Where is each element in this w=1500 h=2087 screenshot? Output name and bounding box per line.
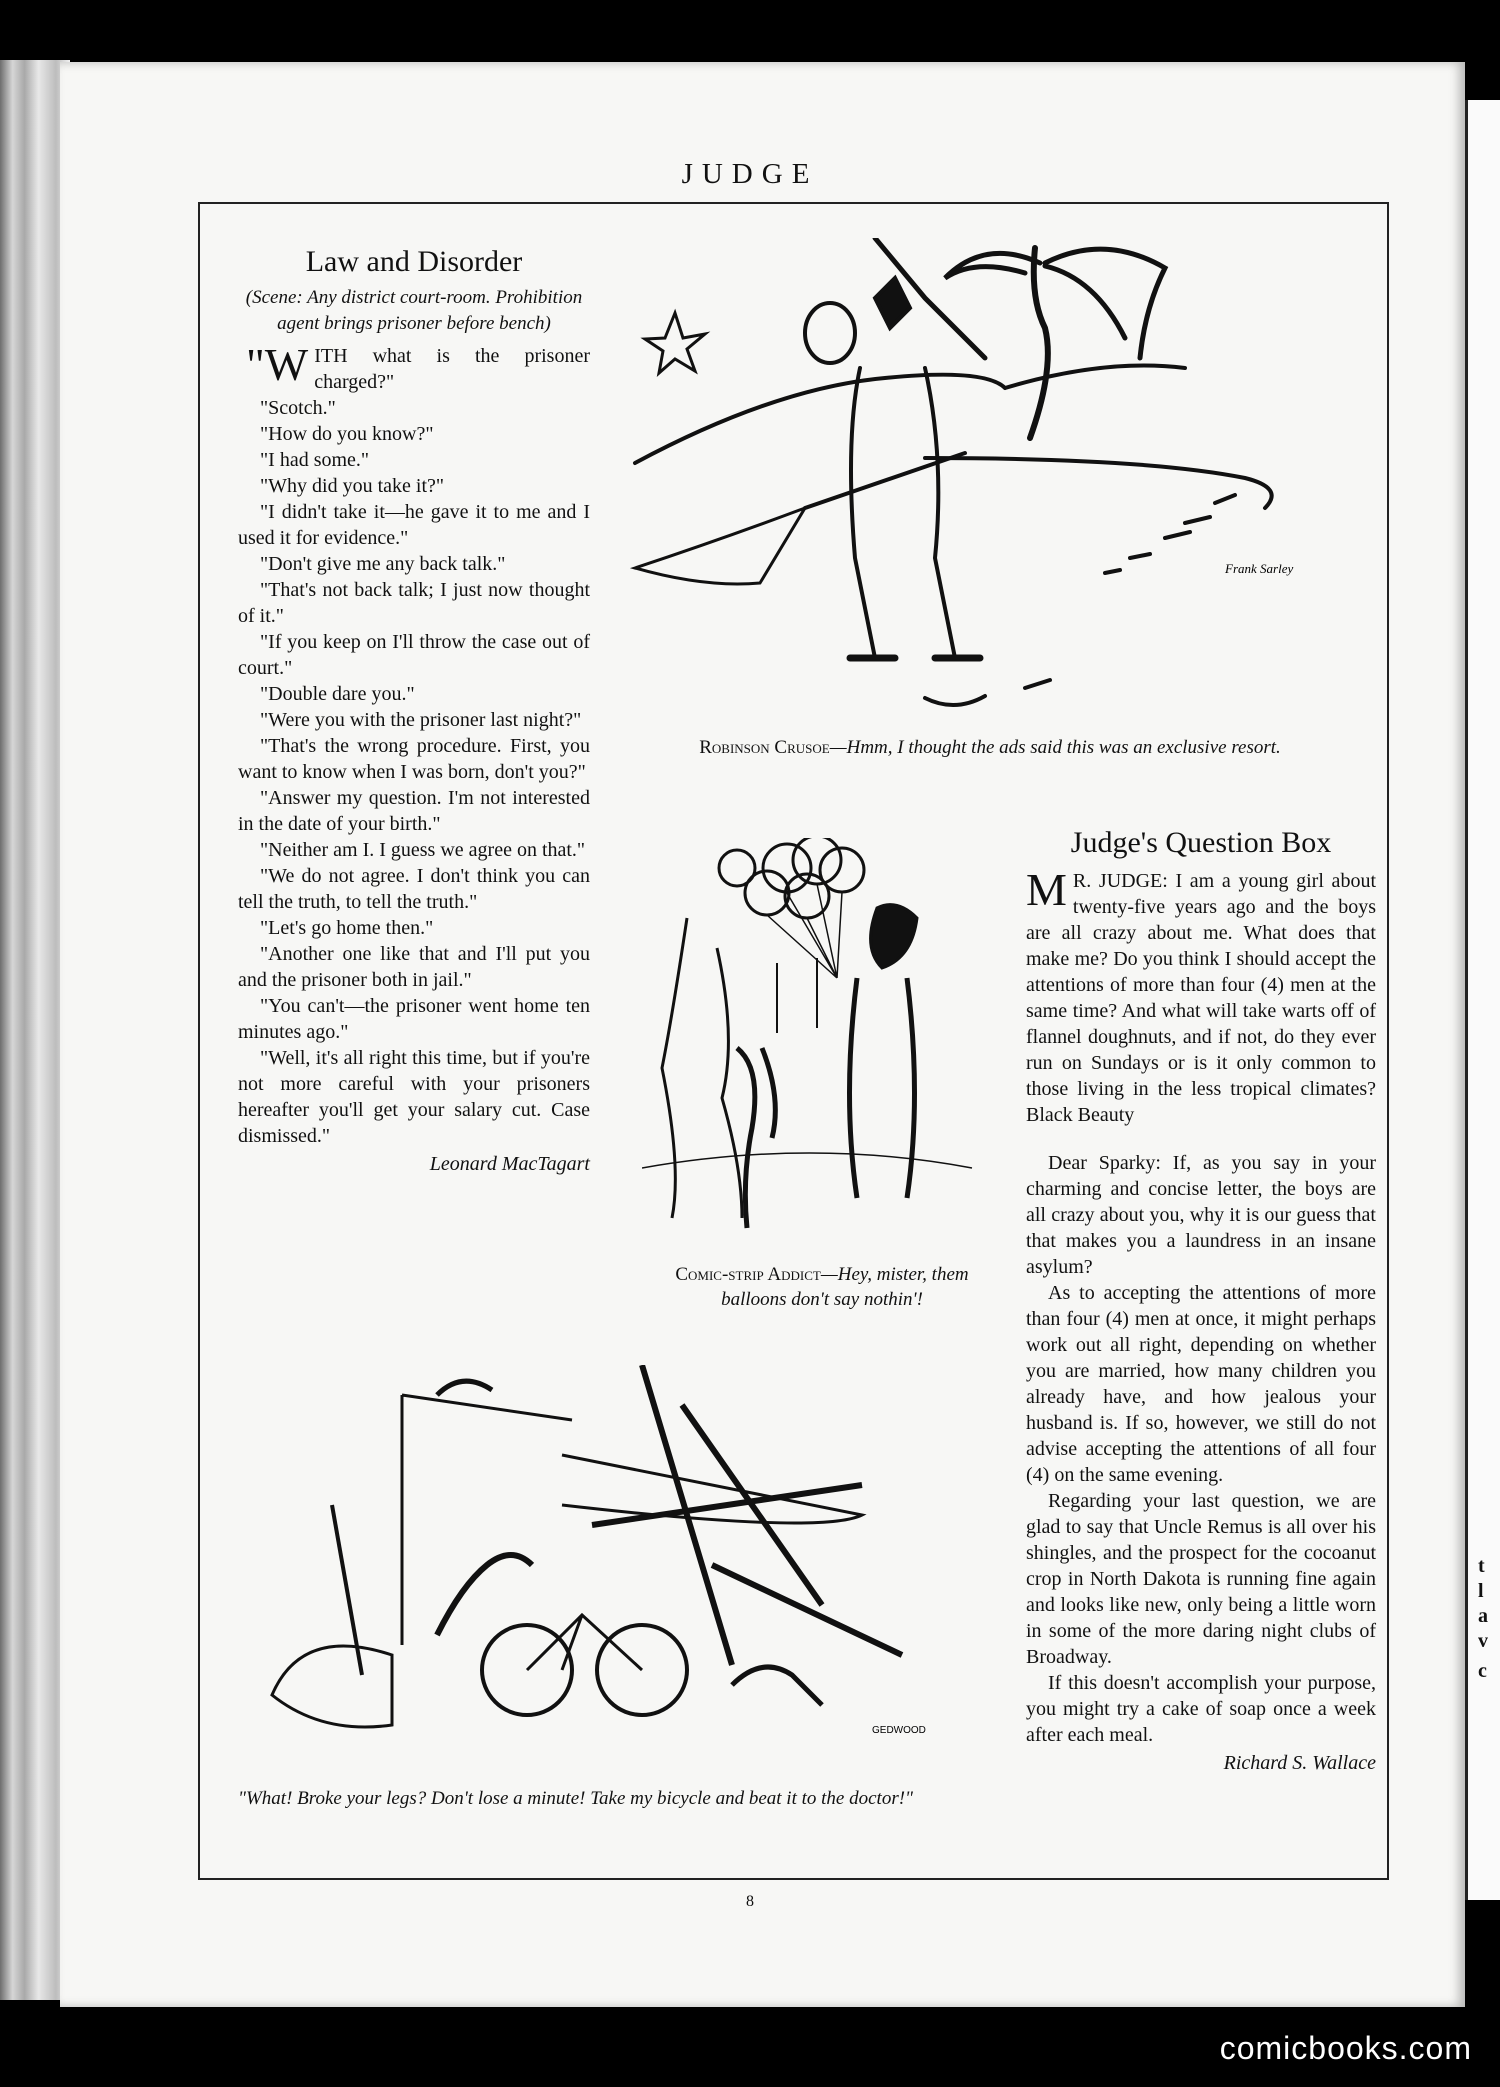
dirt-pile (272, 1646, 392, 1727)
reply-paragraph: As to accepting the attentions of more than four (4) men at once, it might perhaps work out all right, depending on whether you are married, how many children you already have, and how jealous your husband is. If so, however, we still do not advise accepting the attentions of all four (4) on the same evening. (1026, 1282, 1376, 1486)
article-author: Richard S. Wallace (1223, 1752, 1376, 1774)
policeman-figure (437, 1555, 532, 1635)
dialogue-line: "Neither am I. I guess we agree on that." (260, 839, 586, 861)
letter-salutation: R. JUDGE: (1072, 870, 1168, 892)
drop-cap: "W (246, 339, 309, 390)
reply-paragraph: Dear Sparky: If, as you say in your charming and concise letter, the boys are all crazy about you, why it is our guess that that makes you a laundress in an insane asylum? (1026, 1152, 1376, 1278)
dialogue-line: "Scotch." (260, 397, 336, 419)
bicycle-frame (527, 1615, 642, 1670)
reply-paragraph: Regarding your last question, we are glad to say that Uncle Remus is all over his shingles, and the prospect for the cocoanut crop in North Dakota is running fine again and looks like new, only being a little worn in some of the more daring night clubs of Broadway. (1026, 1490, 1376, 1668)
crusoe-figure (851, 368, 955, 658)
dialogue-line: "If you keep on I'll throw the case out of court." (238, 631, 590, 679)
scene-intro: (Scene: Any district court-room. Prohibition agent brings prisoner before bench) (245, 287, 583, 334)
masthead: JUDGE (681, 158, 819, 190)
reader-letter (1026, 864, 1376, 1128)
caption-text: —Hmm, I thought the ads said this was an exclusive resort. (829, 737, 1281, 758)
bearded-man-head (871, 905, 917, 968)
footprints (1105, 495, 1235, 573)
artist-signature: Frank Sarley (1225, 561, 1294, 576)
palm-trunk (1030, 248, 1048, 438)
next-page-fragment: l (1478, 1580, 1484, 1602)
dialogue-line: "You can't—the prisoner went home ten minutes ago." (238, 995, 590, 1043)
umbrella (635, 508, 805, 584)
shovel (332, 1505, 362, 1675)
palm-fronds (945, 249, 1165, 358)
caption-text: —Hey, mister, them balloons don't say nothin'! (721, 1264, 969, 1310)
dialogue-line: "We do not agree. I don't think you can tell the truth, to tell the truth." (238, 865, 590, 913)
balloons-caption (652, 1262, 992, 1312)
fallen-man (732, 1667, 822, 1705)
article-first-paragraph: "W ITH what is the prisoner charged?" (246, 339, 590, 393)
dialogue-line: "Why did you take it?" (260, 475, 445, 497)
dialogue-lines (238, 395, 590, 1149)
dialogue-line: "Let's go home then." (260, 917, 434, 939)
bearded-man-figure (850, 978, 915, 1198)
dialogue-line: "That's the wrong procedure. First, you want to know when I was born, don't you?" (238, 735, 590, 783)
bicycle-caption (238, 1786, 998, 1811)
caption-speaker: Robinson Crusoe (699, 737, 830, 758)
sand-dune-line (635, 375, 1005, 463)
drop-cap: M (1026, 864, 1067, 915)
spacer (1026, 1128, 1376, 1150)
balloon (719, 850, 755, 886)
bicycle-cartoon (262, 1365, 982, 1785)
next-page-fragment: v (1478, 1630, 1488, 1652)
dialogue-line: "That's not back talk; I just now thought of it." (238, 579, 590, 627)
tall-hat (875, 278, 910, 328)
wall (402, 1395, 572, 1645)
shore-marks (925, 680, 1050, 705)
law-and-disorder-article (238, 245, 590, 1177)
dialogue-line: "Answer my question. I'm not interested in the date of your birth." (238, 787, 590, 835)
dialogue-line: "Well, it's all right this time, but if you're not more careful with your prisoners hereafter you'll get your salary cut. Case dismissed." (238, 1047, 590, 1147)
man-over-wall (437, 1381, 492, 1395)
caption-text: "What! Broke your legs? Don't lose a minute! Take my bicycle and beat it to the doctor!" (238, 1788, 914, 1809)
dialogue-line: "Another one like that and I'll put you and the prisoner both in jail." (238, 943, 590, 991)
site-watermark: comicbooks.com (1219, 2030, 1472, 2066)
article-title: Law and Disorder (305, 245, 523, 278)
woman-figure (662, 918, 742, 1218)
dialogue-line: "I didn't take it—he gave it to me and I used it for evidence." (238, 501, 590, 549)
article-author: Leonard MacTagart (429, 1153, 590, 1175)
caption-speaker: Comic-strip Addict (675, 1264, 821, 1285)
letter-body: I am a young girl about twenty-five years ago and the boys are all crazy about me. What does that make me? Do you think I should accept the attentions of more than four (4) men at the same time? And what will take warts off of flannel doughnuts, and if not, do they ever run on Sundays or is it only common to those living in the less tropical climates? Black Beauty (1026, 870, 1376, 1126)
reply-paragraphs (1026, 1150, 1376, 1748)
dialogue-line: "I had some." (260, 449, 370, 471)
next-page-fragment: c (1478, 1660, 1487, 1682)
cane (805, 453, 965, 508)
reply-paragraph: If this doesn't accomplish your purpose, you might try a cake of soap once a week after each meal. (1026, 1672, 1376, 1746)
next-page-fragment: a (1478, 1605, 1488, 1627)
page-number: 8 (746, 1893, 754, 1910)
artist-signature: GEDWOOD (872, 1725, 926, 1736)
next-page-edge (1465, 100, 1500, 1900)
balloons-cartoon (642, 838, 982, 1238)
sand-dune-line (1005, 366, 1185, 389)
dialogue-line: "Don't give me any back talk." (260, 553, 506, 575)
background-figures (777, 958, 817, 1033)
robinson-crusoe-cartoon (625, 238, 1315, 718)
starfish (645, 313, 705, 373)
dialogue-line: "How do you know?" (260, 423, 434, 445)
bundle (805, 303, 855, 363)
crusoe-caption (690, 735, 1290, 760)
dialogue-line: "Double dare you." (260, 683, 415, 705)
question-box-article (1026, 826, 1376, 1776)
ground-line (642, 1153, 972, 1168)
next-page-fragment: t (1478, 1555, 1485, 1577)
article-title: Judge's Question Box (1070, 826, 1332, 859)
dialogue-line: "Were you with the prisoner last night?" (260, 709, 582, 731)
balloon-strings (767, 884, 842, 978)
